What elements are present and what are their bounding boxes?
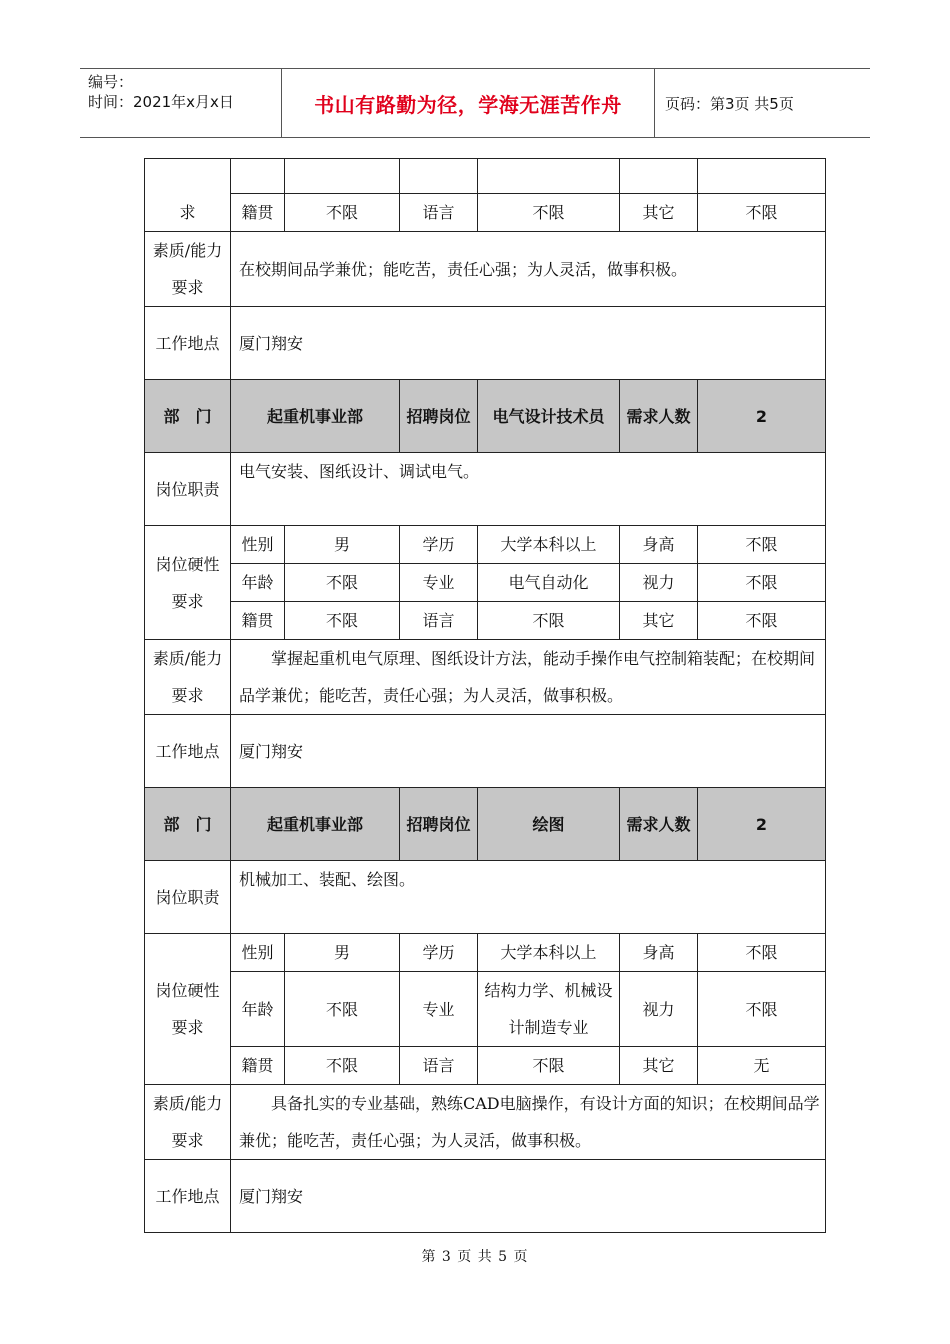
other-label: 其它 bbox=[620, 194, 698, 232]
language-label: 语言 bbox=[400, 1047, 478, 1085]
height-value: 不限 bbox=[698, 934, 826, 972]
age-value: 不限 bbox=[285, 972, 400, 1047]
education-label: 学历 bbox=[400, 934, 478, 972]
table-row bbox=[145, 194, 826, 232]
table-row bbox=[145, 1047, 826, 1085]
ability-label: 素质/能力要求 bbox=[145, 640, 231, 715]
headcount-label: 需求人数 bbox=[620, 788, 698, 861]
hard-req-tail: 求 bbox=[145, 159, 231, 232]
education-value: 大学本科以上 bbox=[478, 526, 620, 564]
post-label: 招聘岗位 bbox=[400, 788, 478, 861]
education-label: 学历 bbox=[400, 526, 478, 564]
location-value: 厦门翔安 bbox=[231, 307, 826, 380]
language-value: 不限 bbox=[478, 1047, 620, 1085]
height-label: 身高 bbox=[620, 526, 698, 564]
table-row bbox=[145, 640, 826, 715]
origin-label: 籍贯 bbox=[231, 194, 285, 232]
table-row bbox=[145, 1160, 826, 1233]
headcount-label: 需求人数 bbox=[620, 380, 698, 453]
table-row bbox=[145, 934, 826, 972]
number-label: 编号： bbox=[88, 73, 134, 91]
post-value: 电气设计技术员 bbox=[478, 380, 620, 453]
post-value: 绘图 bbox=[478, 788, 620, 861]
hard-req-label: 岗位硬性要求 bbox=[145, 934, 231, 1085]
department-row bbox=[145, 380, 826, 453]
vision-value: 不限 bbox=[698, 972, 826, 1047]
origin-value: 不限 bbox=[285, 602, 400, 640]
location-value: 厦门翔安 bbox=[231, 715, 826, 788]
gender-label: 性别 bbox=[231, 526, 285, 564]
duty-value: 机械加工、装配、绘图。 bbox=[231, 861, 826, 934]
major-value: 结构力学、机械设计制造专业 bbox=[478, 972, 620, 1047]
duty-label: 岗位职责 bbox=[145, 453, 231, 526]
page-footer: 第 3 页 共 5 页 bbox=[421, 1249, 529, 1265]
age-label: 年龄 bbox=[231, 972, 285, 1047]
dept-value: 起重机事业部 bbox=[231, 380, 400, 453]
origin-label: 籍贯 bbox=[231, 1047, 285, 1085]
time-label: 时间：2021年x月x日 bbox=[88, 93, 234, 111]
dept-label: 部 门 bbox=[145, 788, 231, 861]
ability-label: 素质/能力要求 bbox=[145, 232, 231, 307]
duty-label: 岗位职责 bbox=[145, 861, 231, 934]
other-value: 无 bbox=[698, 1047, 826, 1085]
origin-value: 不限 bbox=[285, 1047, 400, 1085]
major-value: 电气自动化 bbox=[478, 564, 620, 602]
table-row bbox=[145, 715, 826, 788]
height-label: 身高 bbox=[620, 934, 698, 972]
table-row bbox=[145, 972, 826, 1047]
location-label: 工作地点 bbox=[145, 307, 231, 380]
table-row bbox=[145, 159, 826, 194]
table-row bbox=[145, 526, 826, 564]
table-row bbox=[145, 602, 826, 640]
headcount-value: 2 bbox=[698, 788, 826, 861]
other-label: 其它 bbox=[620, 602, 698, 640]
gender-value: 男 bbox=[285, 934, 400, 972]
duty-value: 电气安装、图纸设计、调试电气。 bbox=[231, 453, 826, 526]
ability-value: 掌握起重机电气原理、图纸设计方法，能动手操作电气控制箱装配；在校期间品学兼优；能吃苦，责任心强；为人灵活，做事积极。 bbox=[231, 640, 826, 715]
gender-value: 男 bbox=[285, 526, 400, 564]
department-row bbox=[145, 788, 826, 861]
post-label: 招聘岗位 bbox=[400, 380, 478, 453]
age-value: 不限 bbox=[285, 564, 400, 602]
location-value: 厦门翔安 bbox=[231, 1160, 826, 1233]
ability-value: 在校期间品学兼优；能吃苦，责任心强；为人灵活，做事积极。 bbox=[231, 232, 826, 307]
table-row bbox=[145, 564, 826, 602]
dept-label: 部 门 bbox=[145, 380, 231, 453]
location-label: 工作地点 bbox=[145, 1160, 231, 1233]
vision-label: 视力 bbox=[620, 972, 698, 1047]
education-value: 大学本科以上 bbox=[478, 934, 620, 972]
table-row bbox=[145, 861, 826, 934]
language-label: 语言 bbox=[400, 602, 478, 640]
gender-label: 性别 bbox=[231, 934, 285, 972]
table-row bbox=[145, 232, 826, 307]
recruitment-table bbox=[144, 158, 826, 1233]
language-value: 不限 bbox=[478, 602, 620, 640]
vision-value: 不限 bbox=[698, 564, 826, 602]
other-label: 其它 bbox=[620, 1047, 698, 1085]
header-page-info: 页码：第3页 共5页 bbox=[665, 94, 794, 113]
ability-value: 具备扎实的专业基础，熟练CAD电脑操作，有设计方面的知识；在校期间品学兼优；能吃苦，责任心强；为人灵活，做事积极。 bbox=[231, 1085, 826, 1160]
hard-req-label: 岗位硬性要求 bbox=[145, 526, 231, 640]
dept-value: 起重机事业部 bbox=[231, 788, 400, 861]
ability-label: 素质/能力要求 bbox=[145, 1085, 231, 1160]
major-label: 专业 bbox=[400, 972, 478, 1047]
origin-label: 籍贯 bbox=[231, 602, 285, 640]
header-slogan: 书山有路勤为径，学海无涯苦作舟 bbox=[282, 69, 655, 137]
location-label: 工作地点 bbox=[145, 715, 231, 788]
table-row bbox=[145, 307, 826, 380]
other-value: 不限 bbox=[698, 602, 826, 640]
header-meta bbox=[80, 69, 282, 137]
language-label: 语言 bbox=[400, 194, 478, 232]
major-label: 专业 bbox=[400, 564, 478, 602]
language-value: 不限 bbox=[478, 194, 620, 232]
table-row bbox=[145, 1085, 826, 1160]
age-label: 年龄 bbox=[231, 564, 285, 602]
height-value: 不限 bbox=[698, 526, 826, 564]
other-value: 不限 bbox=[698, 194, 826, 232]
page-header bbox=[80, 68, 870, 138]
origin-value: 不限 bbox=[285, 194, 400, 232]
vision-label: 视力 bbox=[620, 564, 698, 602]
headcount-value: 2 bbox=[698, 380, 826, 453]
table-row bbox=[145, 453, 826, 526]
